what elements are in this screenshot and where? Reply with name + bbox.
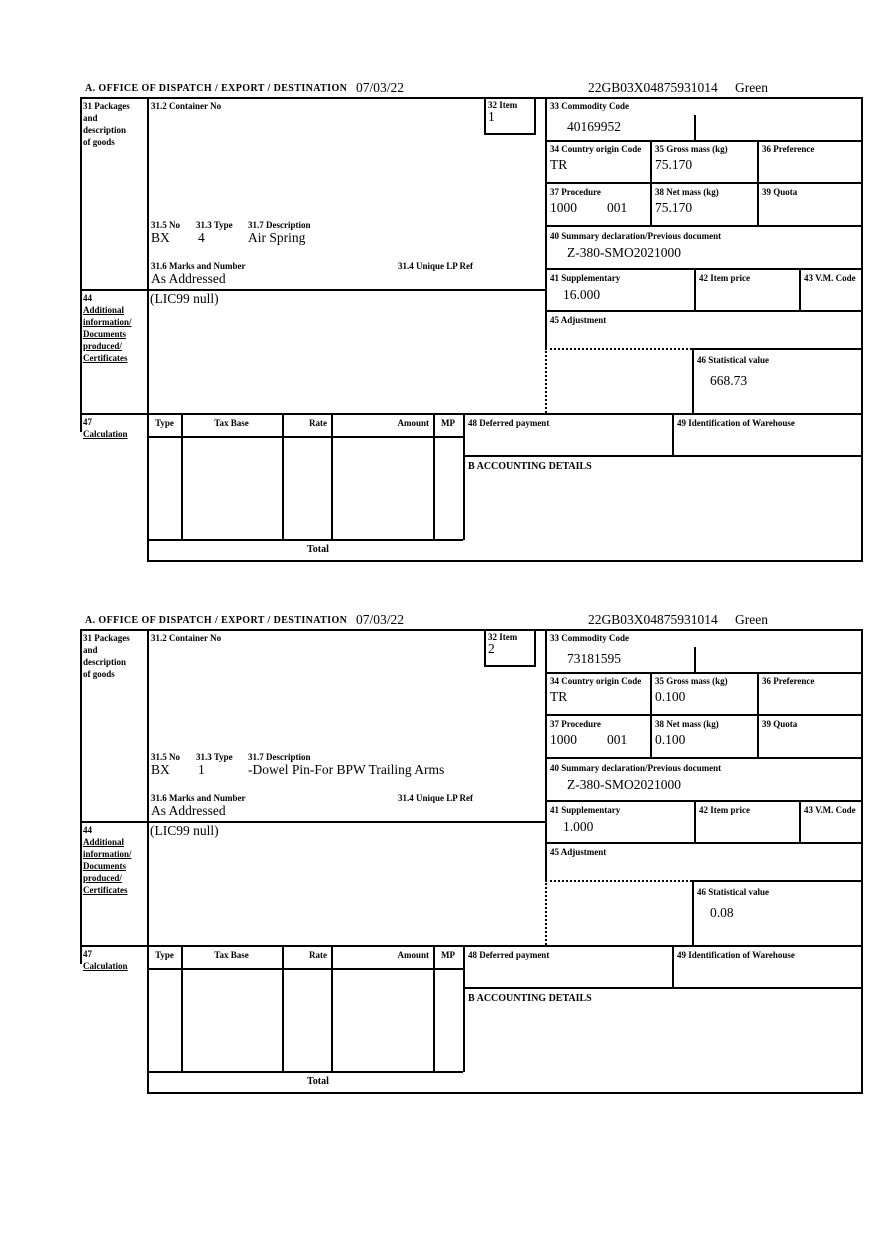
goods-description-value: Air Spring [248, 230, 306, 245]
rule [148, 1071, 463, 1073]
item-number-value: 2 [488, 641, 495, 656]
box31-label: description [83, 125, 127, 135]
preference-label: 36 Preference [762, 676, 815, 686]
rule [463, 945, 465, 1072]
rule [147, 560, 863, 562]
summary-declaration-value: Z-380-SMO2021000 [567, 245, 681, 260]
box47-label: Calculation [83, 429, 128, 439]
unique-lp-ref-label: 31.4 Unique LP Ref [398, 793, 474, 803]
rule [147, 97, 149, 562]
adjustment-label: 45 Adjustment [550, 315, 607, 325]
declaration-item-block [80, 612, 863, 1094]
package-no-value: BX [151, 230, 170, 245]
dotted-rule [545, 880, 547, 945]
office-of-dispatch-label: A. OFFICE OF DISPATCH / EXPORT / DESTINATION [85, 615, 348, 626]
summary-declaration-label: 40 Summary declaration/Previous document [550, 763, 722, 773]
tax-rate-header: Rate [309, 950, 327, 960]
box47-number: 47 [83, 417, 92, 427]
rule [545, 268, 863, 270]
statistical-value-label: 46 Statistical value [697, 355, 769, 365]
summary-declaration-value: Z-380-SMO2021000 [567, 777, 681, 792]
package-no-value: BX [151, 762, 170, 777]
rule [80, 629, 82, 964]
rule [650, 140, 652, 225]
package-no-label: 31.5 No [151, 752, 180, 762]
dotted-rule [545, 348, 547, 413]
dotted-rule [545, 880, 692, 882]
rule [545, 182, 863, 184]
deferred-payment-label: 48 Deferred payment [468, 418, 550, 428]
accounting-details-label: B ACCOUNTING DETAILS [468, 461, 592, 472]
rule [692, 880, 694, 945]
rule [433, 413, 435, 539]
statistical-value: 668.73 [710, 373, 748, 388]
rule [80, 945, 863, 947]
box31-label: and [83, 113, 98, 123]
rule [692, 348, 863, 350]
rule [799, 268, 801, 310]
box44-label: produced/ [83, 873, 122, 883]
routing-indicator: Green [735, 612, 768, 627]
rule [545, 140, 863, 142]
rule [484, 133, 536, 135]
mrn-number: 22GB03X04875931014 [588, 612, 718, 627]
rule [545, 225, 863, 227]
rule [484, 97, 486, 133]
procedure-value: 1000 [550, 200, 577, 215]
supplementary-value: 1.000 [563, 819, 594, 834]
routing-indicator: Green [735, 80, 768, 95]
box44-label: Documents [83, 861, 126, 871]
tax-mp-header: MP [441, 418, 455, 428]
marks-number-value: As Addressed [151, 271, 226, 286]
country-origin-label: 34 Country origin Code [550, 676, 642, 686]
rule [861, 97, 863, 562]
item-price-label: 42 Item price [699, 273, 750, 283]
rule [181, 413, 183, 539]
procedure-label: 37 Procedure [550, 719, 601, 729]
additional-info-value: (LIC99 null) [150, 823, 219, 838]
package-type-value: 4 [198, 230, 205, 245]
rule [80, 97, 82, 432]
container-no-label: 31.2 Container No [151, 633, 222, 643]
supplementary-label: 41 Supplementary [550, 273, 621, 283]
rule [484, 665, 536, 667]
warehouse-id-label: 49 Identification of Warehouse [677, 950, 795, 960]
rule [80, 413, 863, 415]
rule [545, 714, 863, 716]
total-label: Total [307, 1076, 329, 1087]
package-type-label: 31.3 Type [196, 752, 233, 762]
box31-label: of goods [83, 137, 115, 147]
rule [80, 629, 863, 631]
rule [545, 842, 863, 844]
item-number-label: 32 Item [488, 100, 518, 110]
item-grid [80, 629, 863, 1094]
rule [694, 268, 696, 310]
container-no-label: 31.2 Container No [151, 101, 222, 111]
item-number-value: 1 [488, 109, 495, 124]
rule [694, 647, 696, 672]
rule [545, 97, 547, 348]
box44-label: Additional [83, 837, 125, 847]
rule [861, 629, 863, 1094]
adjustment-label: 45 Adjustment [550, 847, 607, 857]
mrn-number: 22GB03X04875931014 [588, 80, 718, 95]
rule [545, 310, 863, 312]
rule [757, 140, 759, 225]
additional-info-value: (LIC99 null) [150, 291, 219, 306]
rule [694, 800, 696, 842]
package-type-value: 1 [198, 762, 205, 777]
vm-code-label: 43 V.M. Code [804, 273, 856, 283]
rule [534, 629, 536, 665]
package-description-label: 31.7 Description [248, 752, 311, 762]
unique-lp-ref-label: 31.4 Unique LP Ref [398, 261, 474, 271]
warehouse-id-label: 49 Identification of Warehouse [677, 418, 795, 428]
item-grid [80, 97, 863, 562]
rule [545, 800, 863, 802]
country-origin-value: TR [550, 157, 568, 172]
net-mass-label: 38 Net mass (kg) [655, 187, 719, 197]
acceptance-date: 07/03/22 [356, 80, 405, 95]
procedure-extra-value: 001 [607, 200, 628, 215]
rule [757, 672, 759, 757]
total-label: Total [307, 544, 329, 555]
marks-number-label: 31.6 Marks and Number [151, 793, 246, 803]
procedure-value: 1000 [550, 732, 577, 747]
rule [463, 987, 863, 989]
commodity-code-value: 40169952 [567, 119, 621, 134]
rule [433, 945, 435, 1071]
tax-amount-header: Amount [397, 418, 429, 428]
rule [799, 800, 801, 842]
net-mass-value: 0.100 [655, 732, 686, 747]
rule [80, 97, 863, 99]
deferred-payment-label: 48 Deferred payment [468, 950, 550, 960]
marks-number-label: 31.6 Marks and Number [151, 261, 246, 271]
summary-declaration-label: 40 Summary declaration/Previous document [550, 231, 722, 241]
tax-rate-header: Rate [309, 418, 327, 428]
commodity-code-value: 73181595 [567, 651, 621, 666]
box31-label: description [83, 657, 127, 667]
item-price-label: 42 Item price [699, 805, 750, 815]
box44-number: 44 [83, 293, 92, 303]
box44-label: Certificates [83, 885, 128, 895]
dotted-rule [545, 348, 692, 350]
box31-label: and [83, 645, 98, 655]
tax-amount-header: Amount [397, 950, 429, 960]
supplementary-label: 41 Supplementary [550, 805, 621, 815]
procedure-label: 37 Procedure [550, 187, 601, 197]
rule [147, 1092, 863, 1094]
quota-label: 39 Quota [762, 719, 798, 729]
rule [672, 413, 674, 455]
country-origin-value: TR [550, 689, 568, 704]
rule [694, 115, 696, 140]
tax-base-header: Tax Base [214, 950, 249, 960]
box31-label: 31 Packages [83, 101, 130, 111]
office-of-dispatch-label: A. OFFICE OF DISPATCH / EXPORT / DESTINATION [85, 83, 348, 94]
gross-mass-label: 35 Gross mass (kg) [655, 676, 728, 686]
package-type-label: 31.3 Type [196, 220, 233, 230]
rule [148, 968, 463, 970]
rule [463, 455, 863, 457]
net-mass-label: 38 Net mass (kg) [655, 719, 719, 729]
package-description-label: 31.7 Description [248, 220, 311, 230]
procedure-extra-value: 001 [607, 732, 628, 747]
tax-type-header: Type [155, 950, 174, 960]
accounting-details-label: B ACCOUNTING DETAILS [468, 993, 592, 1004]
net-mass-value: 75.170 [655, 200, 693, 215]
rule [672, 945, 674, 987]
box44-label: information/ [83, 317, 132, 327]
rule [692, 348, 694, 413]
box31-label: 31 Packages [83, 633, 130, 643]
box44-label: Certificates [83, 353, 128, 363]
rule [545, 629, 547, 880]
gross-mass-label: 35 Gross mass (kg) [655, 144, 728, 154]
statistical-value-label: 46 Statistical value [697, 887, 769, 897]
tax-base-header: Tax Base [214, 418, 249, 428]
rule [282, 413, 284, 539]
marks-number-value: As Addressed [151, 803, 226, 818]
rule [650, 672, 652, 757]
rule [148, 436, 463, 438]
commodity-code-label: 33 Commodity Code [550, 633, 629, 643]
item-number-label: 32 Item [488, 632, 518, 642]
rule [181, 945, 183, 1071]
rule [545, 672, 863, 674]
rule [331, 413, 333, 539]
box44-label: Documents [83, 329, 126, 339]
rule [534, 97, 536, 133]
box44-label: information/ [83, 849, 132, 859]
box44-label: produced/ [83, 341, 122, 351]
box47-label: Calculation [83, 961, 128, 971]
supplementary-value: 16.000 [563, 287, 601, 302]
rule [463, 413, 465, 540]
declaration-item-block [80, 80, 863, 562]
rule [331, 945, 333, 1071]
rule [545, 757, 863, 759]
statistical-value: 0.08 [710, 905, 734, 920]
gross-mass-value: 0.100 [655, 689, 686, 704]
quota-label: 39 Quota [762, 187, 798, 197]
commodity-code-label: 33 Commodity Code [550, 101, 629, 111]
box47-number: 47 [83, 949, 92, 959]
box44-number: 44 [83, 825, 92, 835]
preference-label: 36 Preference [762, 144, 815, 154]
rule [484, 629, 486, 665]
gross-mass-value: 75.170 [655, 157, 693, 172]
rule [147, 629, 149, 1094]
box44-label: Additional [83, 305, 125, 315]
country-origin-label: 34 Country origin Code [550, 144, 642, 154]
rule [692, 880, 863, 882]
acceptance-date: 07/03/22 [356, 612, 405, 627]
goods-description-value: -Dowel Pin-For BPW Trailing Arms [248, 762, 445, 777]
package-no-label: 31.5 No [151, 220, 180, 230]
vm-code-label: 43 V.M. Code [804, 805, 856, 815]
box31-label: of goods [83, 669, 115, 679]
tax-mp-header: MP [441, 950, 455, 960]
tax-type-header: Type [155, 418, 174, 428]
rule [282, 945, 284, 1071]
rule [148, 539, 463, 541]
